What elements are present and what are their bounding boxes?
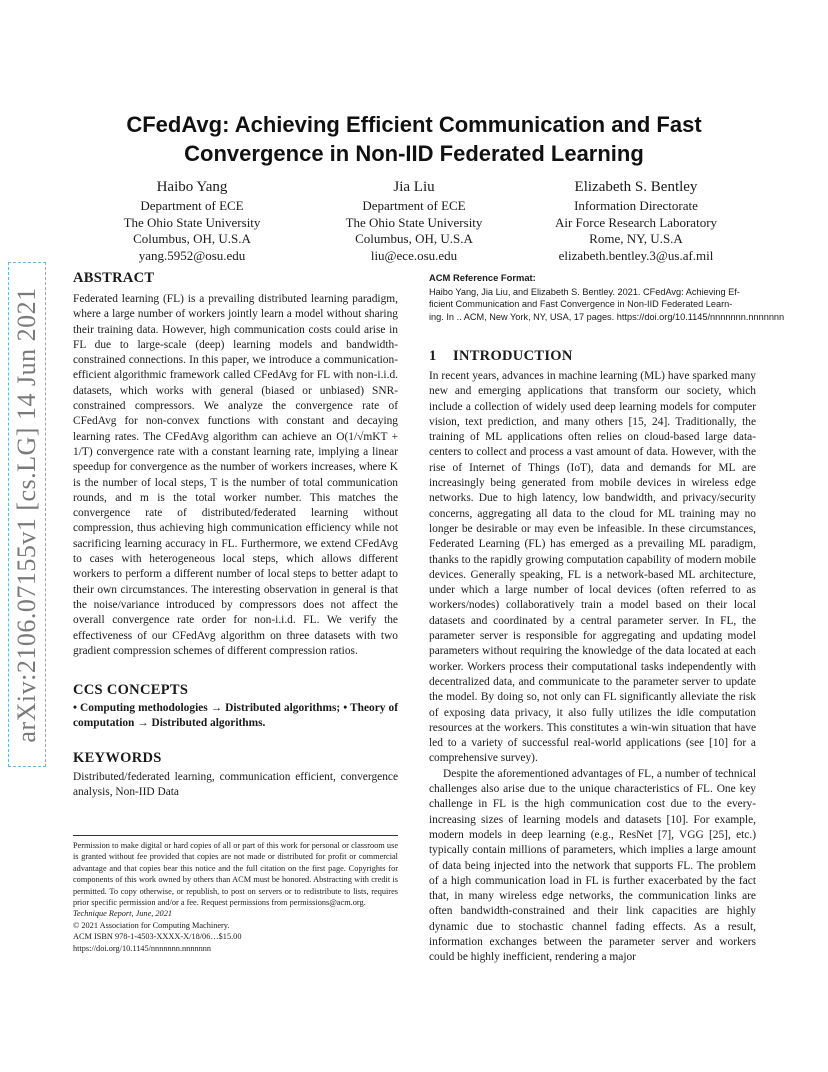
author-name: Jia Liu xyxy=(393,179,435,195)
author-email: liu@ece.osu.edu xyxy=(370,247,458,263)
author-dept: Department of ECE xyxy=(362,198,466,213)
author-name: Elizabeth S. Bentley xyxy=(574,179,698,195)
acm-ref-line: Haibo Yang, Jia Liu, and Elizabeth S. Bentley. 2021. CFedAvg: Achieving Ef- xyxy=(429,287,740,297)
arxiv-stamp-text: arXiv:2106.07155v1 [cs.LG] 14 Jun 2021 xyxy=(12,286,41,743)
author-3 xyxy=(546,178,726,264)
title-line-1: CFedAvg: Achieving Efficient Communication and Fast xyxy=(126,112,702,137)
abstract-heading: ABSTRACT xyxy=(73,270,155,286)
author-org: Air Force Research Laboratory xyxy=(554,214,718,230)
doi-link[interactable]: https://doi.org/10.1145/nnnnnnn.nnnnnnn xyxy=(73,943,212,953)
acm-reference-heading: ACM Reference Format: xyxy=(429,272,536,283)
intro-paragraph-2: Despite the aforementioned advantages of FL, a number of technical challenges also arise due to the unique characteristics of FL. One key challenge in FL is the high communication cost due to the every-increasing sizes of learning models and datasets [10]. For example, modern models in deep learning (e.g., ResNet [7], VGG [25], etc.) typically contain millions of parameters, which implies a large amount of data being injected into the network that supports FL. The problem of a high communication load in FL is further exacerbated by the fact that, in many wireless edge networks, the communication links are often bandwidth-constrained and their link capacities are highly dynamic due to stochastic channel fading effects. As a result, information exchanges between the parameter server and workers could be highly inefficient, rendering a major xyxy=(429,767,756,964)
author-location: Columbus, OH, U.S.A xyxy=(355,231,473,246)
author-2 xyxy=(334,178,494,264)
copyright-line: © 2021 Association for Computing Machinery. xyxy=(73,920,230,930)
author-email: yang.5952@osu.edu xyxy=(138,247,246,263)
section-title: INTRODUCTION xyxy=(453,348,573,364)
intro-heading xyxy=(429,348,573,365)
ccs-text: • Computing methodologies → Distributed algorithms; • Theory of computation → Distributed algorithms. xyxy=(73,702,398,730)
acm-reference-text xyxy=(429,286,785,323)
title-line-2: Convergence in Non-IID Federated Learning xyxy=(184,141,644,166)
author-name: Haibo Yang xyxy=(156,179,228,195)
keywords-heading: KEYWORDS xyxy=(73,750,162,766)
abstract-text: Federated learning (FL) is a prevailing distributed learning paradigm, where a large number of workers jointly learn a model without sharing their training data. However, high communication costs could arise in FL due to large-scale (deep) learning models and bandwidth-constrained connections. In this paper, we introduce a communication-efficient algorithmic framework called CFedAvg for FL with non-i.i.d. datasets, which works with general (biased or unbiased) SNR-constrained compressors. We analyze the convergence rate of CFedAvg for non-convex functions with constant and decaying learning rates. The CFedAvg algorithm can achieve an O(1/√mKT + 1/T) convergence rate with a constant learning rate, implying a linear speedup for convergence as the number of workers increases, where K is the number of local steps, T is the number of total communication rounds, and m is the total worker number. This matches the convergence rate of distributed/federated learning without compression, thus achieving high communication efficiency while not sacrificing learning accuracy in FL. Furthermore, we extend CFedAvg to cases with heterogeneous local steps, which allows different workers to perform a different number of local steps to better adapt to their own circumstances. The interesting observation in general is that the noise/variance introduced by compressors does not affect the overall convergence rate order for non-i.i.d. FL. We verify the effectiveness of our CFedAvg algorithm on three datasets with two gradient compression schemes of different compression ratios. xyxy=(73,293,398,657)
permission-footnote xyxy=(73,835,398,954)
section-number: 1 xyxy=(429,348,437,364)
isbn-line: ACM ISBN 978-1-4503-XXXX-X/18/06…$15.00 xyxy=(73,932,242,942)
author-org: The Ohio State University xyxy=(123,214,261,230)
right-column xyxy=(429,272,785,964)
paper-title xyxy=(90,110,738,168)
author-1 xyxy=(112,178,272,264)
author-location: Rome, NY, U.S.A xyxy=(589,231,683,246)
acm-ref-line: ing. In .. ACM, New York, NY, USA, 17 pages. https://doi.org/10.1145/nnnnnnn.nnnnnnn xyxy=(429,311,785,322)
ccs-heading: CCS CONCEPTS xyxy=(73,682,189,698)
author-dept: Department of ECE xyxy=(140,198,244,213)
keywords-text: Distributed/federated learning, communication efficient, convergence analysis, Non-IID Data xyxy=(73,771,398,799)
author-dept: Information Directorate xyxy=(574,198,698,213)
permission-text: Permission to make digital or hard copies of all or part of this work for personal or classroom use is granted without fee provided that copies are not made or distributed for profit or commercial advantage and that copies bear this notice and the full citation on the first page. Copyrights for components of this work owned by others than ACM must be honored. Abstracting with credit is permitted. To copy otherwise, or republish, to post on servers or to redistribute to lists, requires prior specific permission and/or a fee. Request permissions from permissions@acm.org. xyxy=(73,841,398,908)
author-location: Columbus, OH, U.S.A xyxy=(133,231,251,246)
author-email: elizabeth.bentley.3@us.af.mil xyxy=(558,247,714,263)
intro-paragraph-1: In recent years, advances in machine learning (ML) have sparked many new and emerging applications that transform our society, which include a collection of widely used deep learning models for computer vision, text prediction, and many others [15, 24]. Traditionally, the training of ML applications often relies on cloud-based large data-centers to collect and process a vast amount of data. However, with the rise of Internet of Things (IoT), data and demands for ML are increasingly being generated from mobile devices in wireless edge networks. Due to high latency, low bandwidth, and privacy/security concerns, aggregating all data to the cloud for ML training may no longer be desirable or may even be infeasible. In these circumstances, Federated Learning (FL) has emerged as a prevailing ML paradigm, thanks to the rapidly growing computation capability of modern mobile devices. Generally speaking, FL is a network-based ML architecture, under which a large number of local devices (often referred to as workers/nodes) collaboratively train a model based on their local datasets and coordinated by a central parameter server. In FL, the parameter server is responsible for aggregating and updating model parameters without requiring the knowledge of the data located at each worker. Workers process their computational tasks independently with decentralized data, and communicate to the parameter server to update the model. By doing so, not only can FL significantly alleviate the risk of exposing data privacy, it also fully utilizes the idle computation resources at the workers. This constitutes a win-win situation that have led to a variety of successful real-world applications (see [10] for a comprehensive survey). xyxy=(429,370,756,765)
acm-reference xyxy=(429,272,785,323)
author-org: The Ohio State University xyxy=(345,214,483,230)
report-line: Technique Report, June, 2021 xyxy=(73,909,173,919)
acm-ref-line: ficient Communication and Fast Convergence in Non-IID Federated Learn- xyxy=(429,299,733,310)
arxiv-stamp xyxy=(8,262,46,767)
intro-text xyxy=(429,369,756,966)
